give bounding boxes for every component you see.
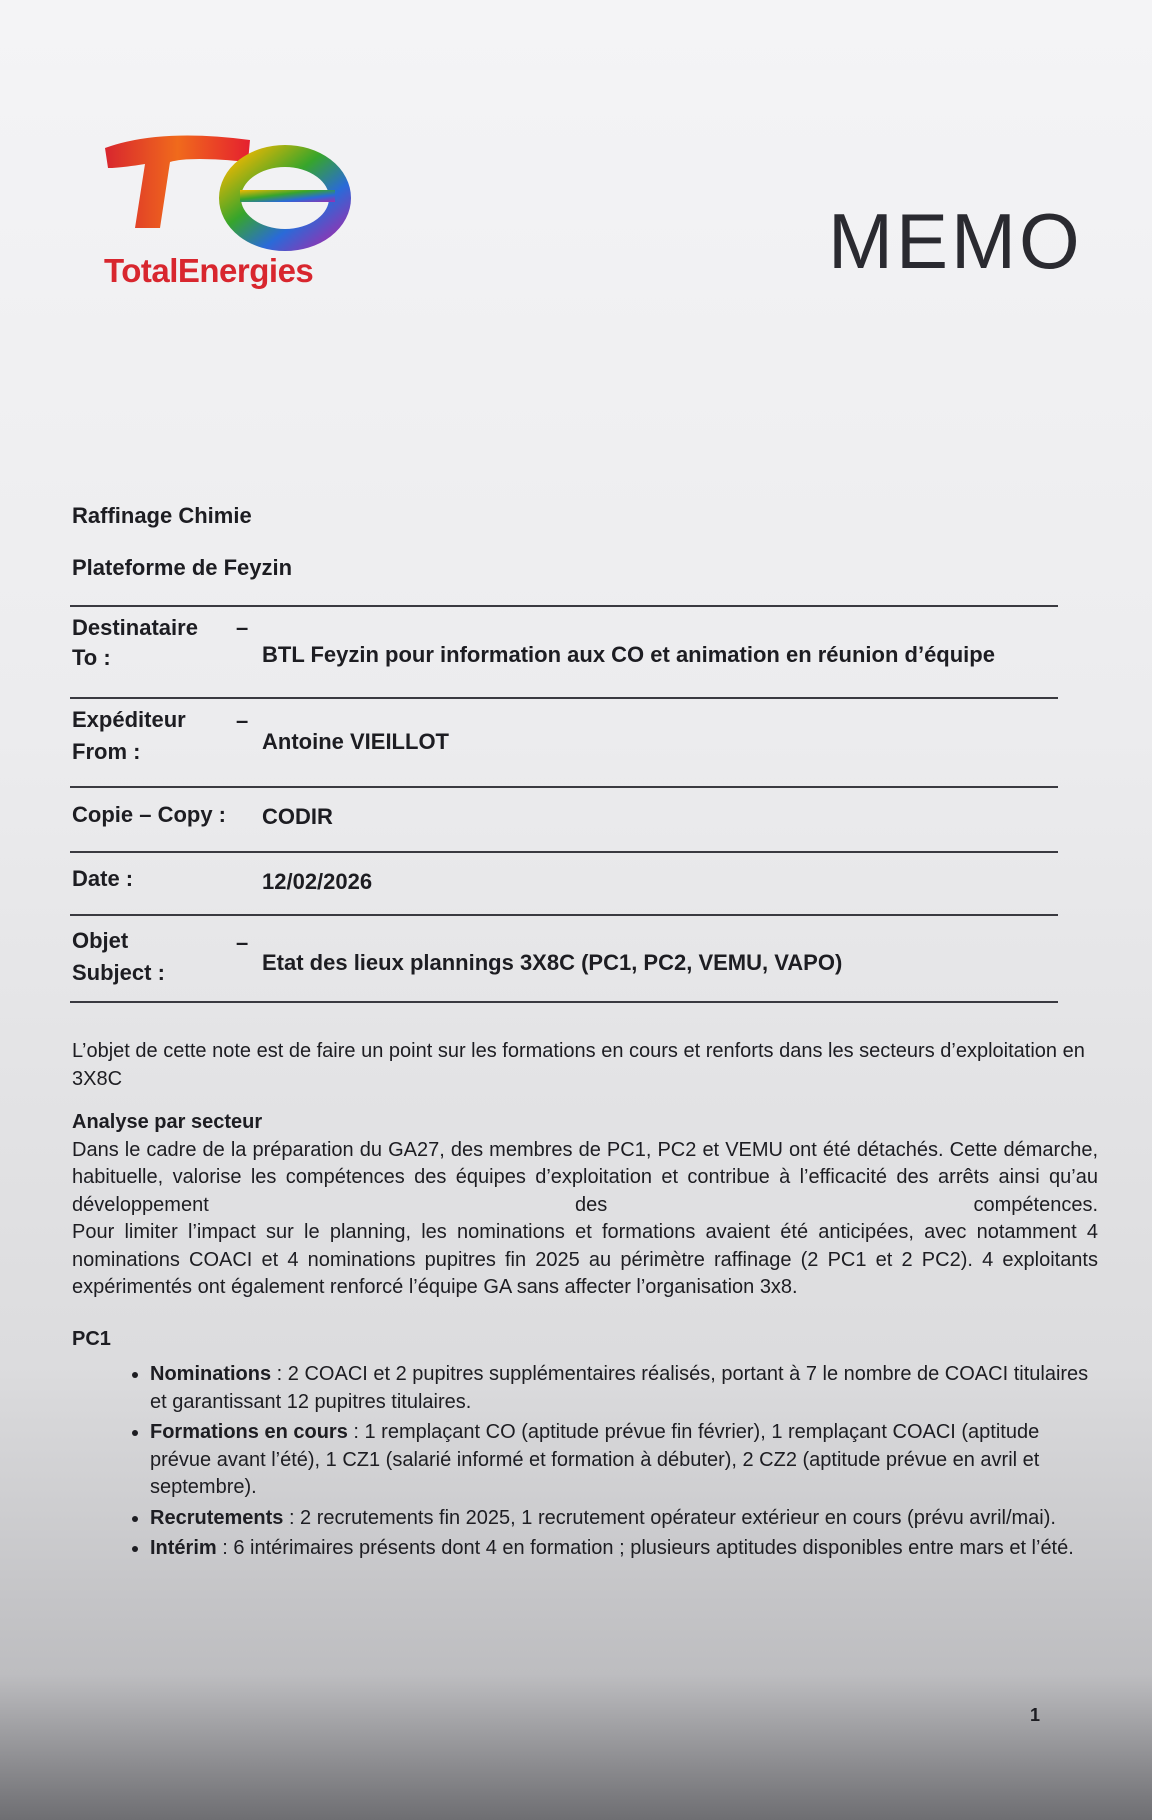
divider <box>70 914 1058 916</box>
dash: – <box>236 708 249 733</box>
list-item <box>150 1419 1098 1502</box>
list-item <box>150 1535 1098 1563</box>
subject-label-fr: Objet <box>72 928 129 953</box>
date-value: 12/02/2026 <box>262 869 373 894</box>
item-text: : 2 recrutements fin 2025, 1 recrutement opérateur extérieur en cours (prévu avril/mai). <box>283 1506 1056 1529</box>
analysis-paragraph-1: Dans le cadre de la préparation du GA27, des membres de PC1, PC2 et VEMU ont été détachés. Cette démarche, habituelle, valorise les compétences des équipes d’exploitation et contribue à l’efficacité des arrêts ainsi qu’au développement des compétences. <box>72 1138 1098 1216</box>
item-text: : 1 remplaçant CO (aptitude prévue fin février), 1 remplaçant COACI (aptitude prévue avant l’été), 1 CZ1 (salarié informé et formation à débuter), 2 CZ2 (aptitude prévue en avril et septembre). <box>150 1421 1040 1498</box>
item-label: Nominations <box>150 1363 272 1385</box>
pc1-list <box>72 1361 1098 1563</box>
dash: – <box>236 615 249 640</box>
item-label: Recrutements <box>150 1506 284 1529</box>
page-number: 1 <box>1030 1705 1041 1725</box>
analysis-heading: Analyse par secteur <box>72 1111 263 1133</box>
pc1-heading: PC1 <box>72 1327 111 1350</box>
divider <box>70 786 1058 788</box>
divider <box>70 605 1058 607</box>
subject-value: Etat des lieux plannings 3X8C (PC1, PC2, VEMU, VAPO) <box>262 950 843 975</box>
from-value: Antoine VIEILLOT <box>262 729 449 754</box>
divider <box>70 851 1058 853</box>
item-label: Formations en cours <box>150 1421 348 1443</box>
from-label-fr: Expéditeur <box>72 707 186 732</box>
analysis-paragraph-2: Pour limiter l’impact sur le planning, les nominations et formations avaient été anticipées, avec notamment 4 nominations COACI et 4 nominations pupitres fin 2025 au périmètre raffinage (2 PC1 et 2 PC2). 4 exploitants expérimentés ont également renforcé l’équipe GA sans affecter l’organisation 3x8. <box>72 1221 1098 1298</box>
org-line-2: Plateforme de Feyzin <box>72 555 293 580</box>
to-label-en: To : <box>72 645 111 670</box>
intro-paragraph: L’objet de cette note est de faire un point sur les formations en cours et renforts dans les secteurs d’exploitation en 3X8C <box>72 1040 1085 1090</box>
item-label: Intérim <box>150 1537 217 1559</box>
list-item <box>150 1361 1098 1416</box>
org-line-1: Raffinage Chimie <box>72 503 252 528</box>
dash: – <box>236 930 249 955</box>
divider <box>70 1001 1058 1003</box>
to-label-fr: Destinataire <box>72 615 198 640</box>
copy-value: CODIR <box>262 804 333 829</box>
totalenergies-logo-icon <box>100 128 360 258</box>
item-text: : 2 COACI et 2 pupitres supplémentaires réalisés, portant à 7 le nombre de COACI titulaires et garantissant 12 pupitres titulaires. <box>150 1363 1089 1413</box>
document-title: MEMO <box>828 197 1083 285</box>
date-label: Date : <box>72 866 134 891</box>
from-label-en: From : <box>72 739 141 764</box>
item-text: : 6 intérimaires présents dont 4 en formation ; plusieurs aptitudes disponibles entre mars et l’été. <box>216 1537 1074 1559</box>
to-value: BTL Feyzin pour information aux CO et animation en réunion d’équipe <box>262 642 995 667</box>
list-item <box>150 1505 1098 1533</box>
brand-name: TotalEnergies <box>104 252 314 289</box>
divider <box>70 697 1058 699</box>
subject-label-en: Subject : <box>72 960 165 985</box>
copy-label: Copie – Copy : <box>72 802 227 827</box>
memo-body <box>72 1038 1098 1566</box>
